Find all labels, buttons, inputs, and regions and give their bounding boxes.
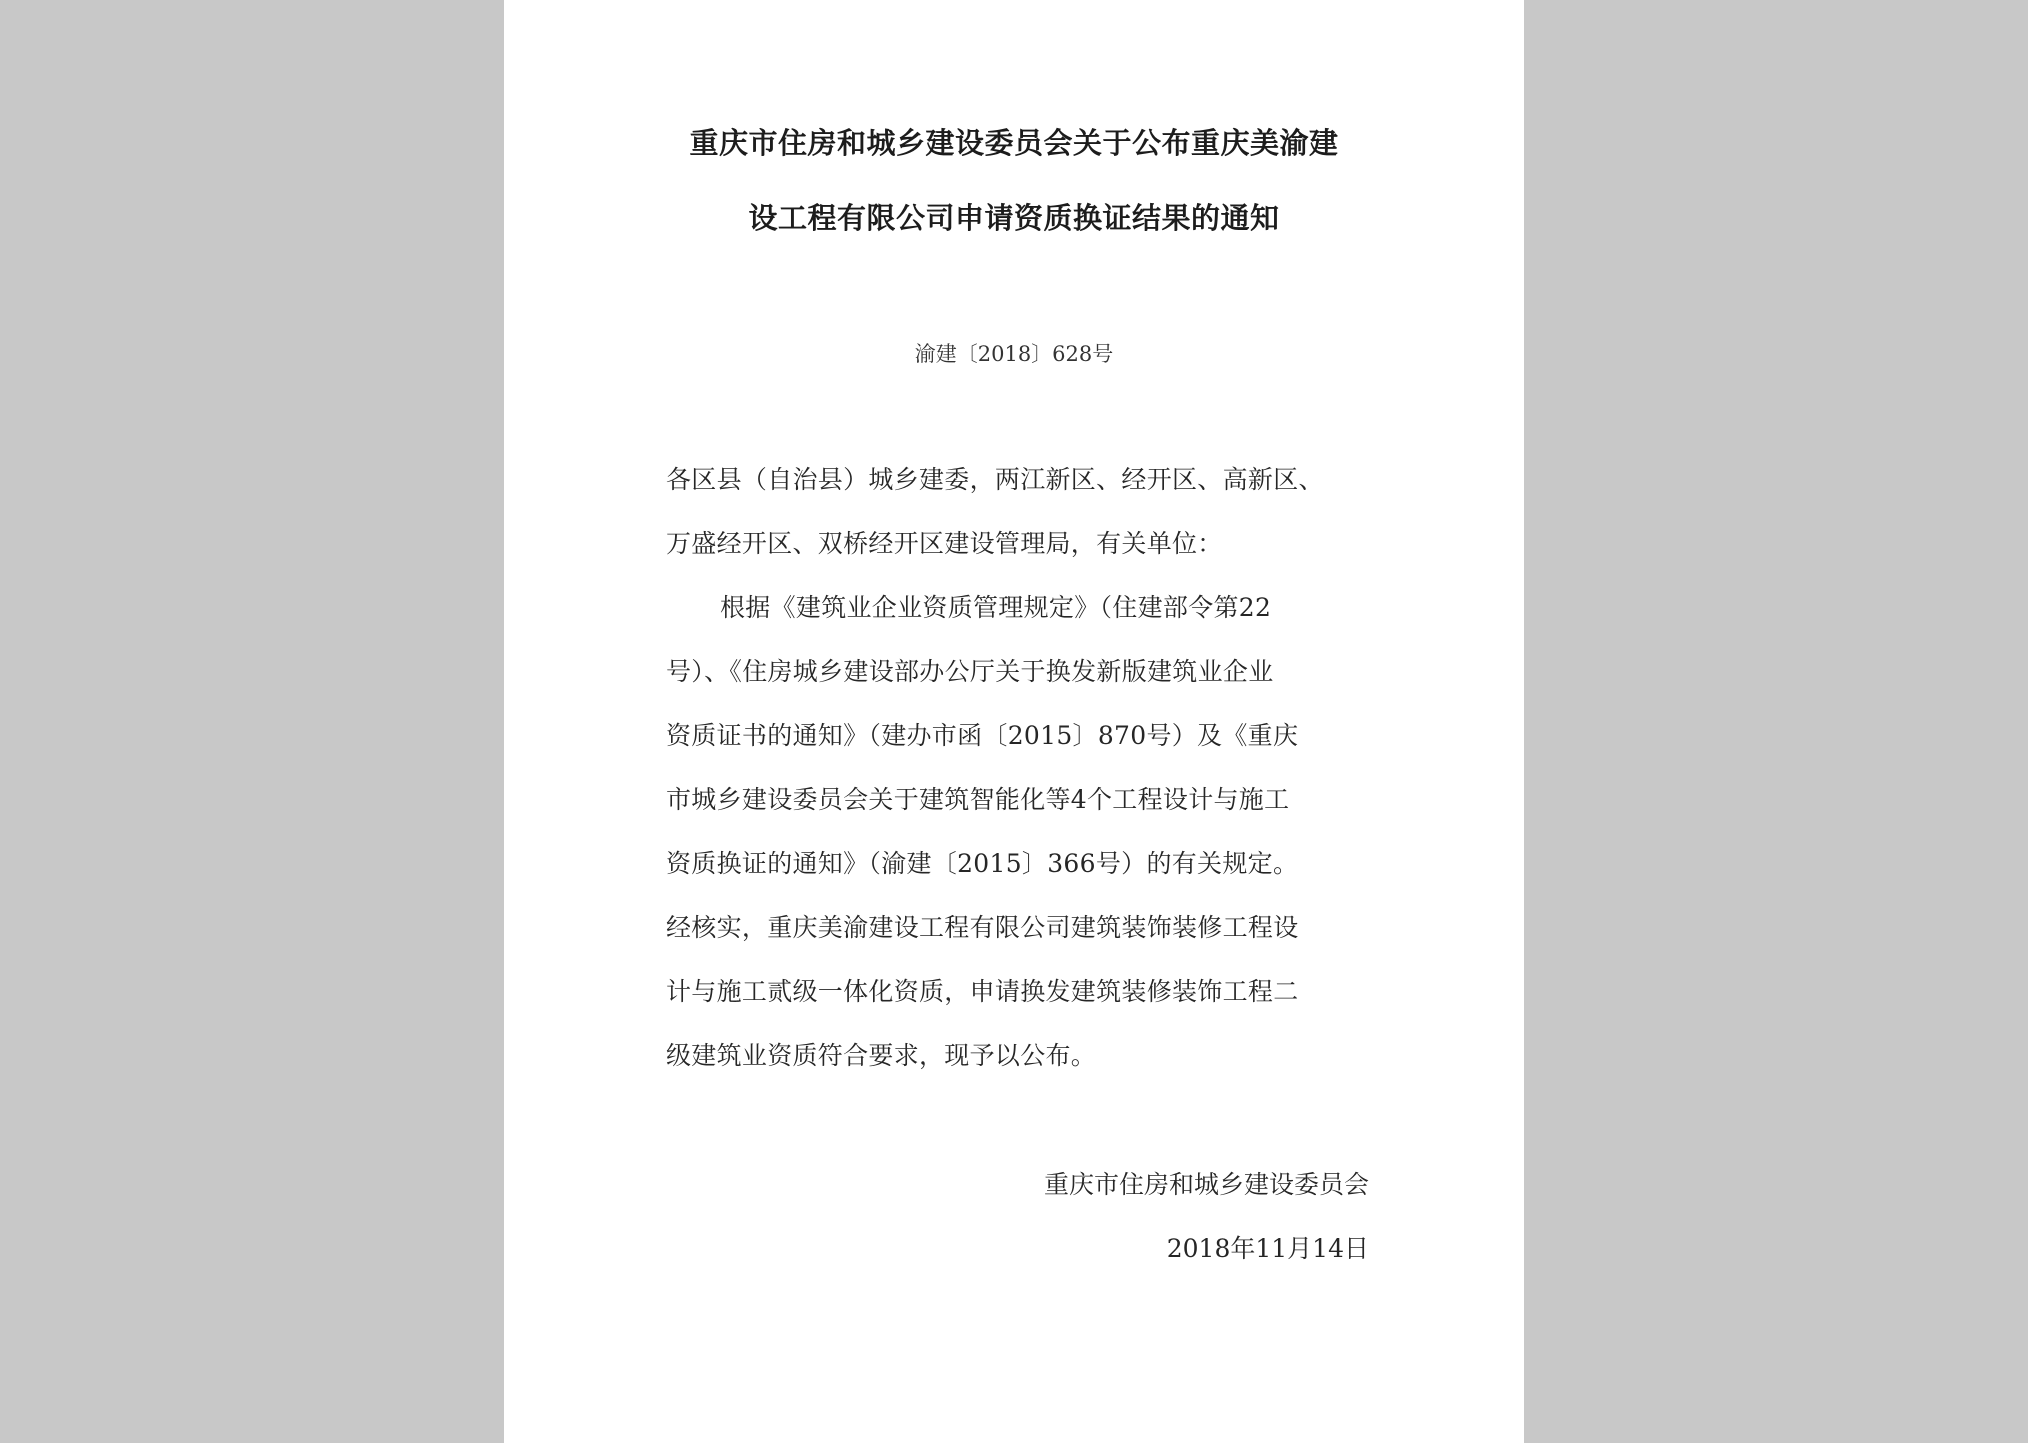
issue-date: 2018年11月14日 [1166, 1234, 1369, 1263]
body-line-6: 市城乡建设委员会关于建筑智能化等4个工程设计与施工 [666, 785, 1290, 814]
document-number: 渝建〔2018〕628号 [914, 342, 1114, 366]
body-line-9: 计与施工贰级一体化资质，申请换发建筑装修装饰工程二 [666, 977, 1299, 1006]
body-line-8: 经核实，重庆美渝建设工程有限公司建筑装饰装修工程设 [666, 913, 1299, 942]
issuer-signature: 重庆市住房和城乡建设委员会 [1043, 1170, 1369, 1199]
body-line-4: 号）、《住房城乡建设部办公厅关于换发新版建筑业企业 [666, 657, 1274, 686]
document-title-line-2: 设工程有限公司申请资质换证结果的通知 [748, 201, 1280, 235]
body-line-3: 根据《建筑业企业资质管理规定》（住建部令第22 [720, 593, 1272, 622]
body-line-7: 资质换证的通知》（渝建〔2015〕366号）的有关规定。 [666, 849, 1299, 878]
body-line-5: 资质证书的通知》（建办市函〔2015〕870号）及《重庆 [666, 721, 1299, 750]
document-title-line-1: 重庆市住房和城乡建设委员会关于公布重庆美渝建 [689, 126, 1339, 160]
body-line-2: 万盛经开区、双桥经开区建设管理局，有关单位： [666, 529, 1223, 558]
document-page [504, 0, 1524, 1443]
body-line-10: 级建筑业资质符合要求，现予以公布。 [666, 1041, 1097, 1070]
body-line-1: 各区县（自治县）城乡建委，两江新区、经开区、高新区、 [666, 465, 1324, 494]
